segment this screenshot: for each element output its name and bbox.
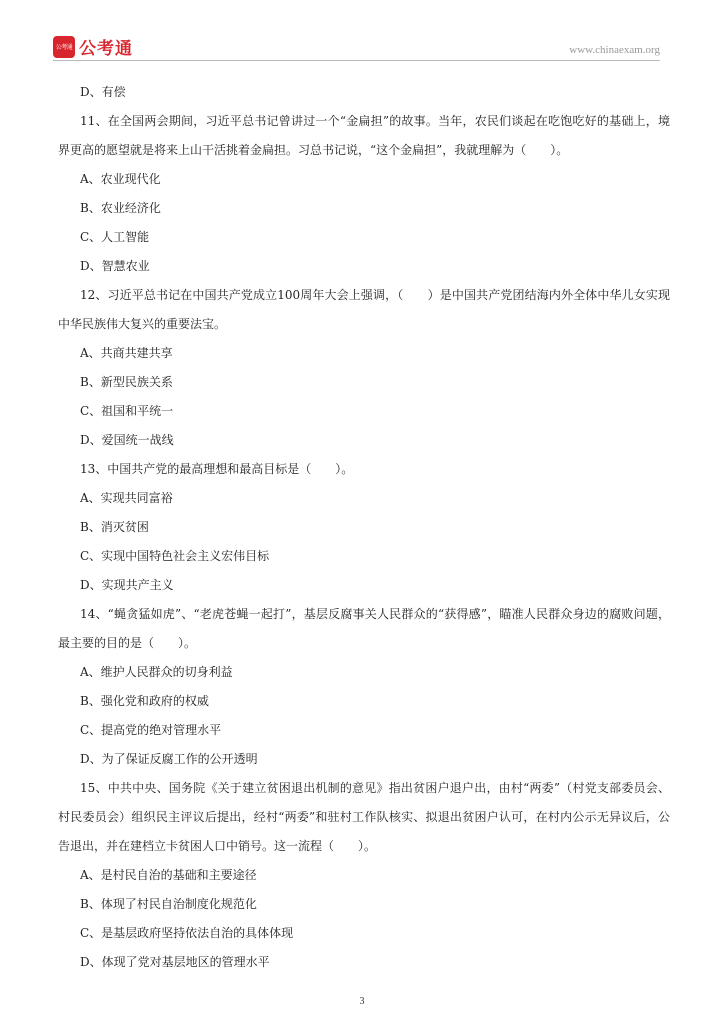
option-d-previous: D、有偿 xyxy=(80,85,126,99)
option-b: B、强化党和政府的权威 xyxy=(80,694,209,708)
option-c: C、人工智能 xyxy=(80,230,150,244)
site-url[interactable]: www.chinaexam.org xyxy=(569,44,660,56)
header-divider xyxy=(53,60,660,61)
question-15 xyxy=(58,774,670,977)
option-d: D、为了保证反腐工作的公开透明 xyxy=(80,752,258,766)
option-b: B、农业经济化 xyxy=(80,201,161,215)
question-stem: 12、习近平总书记在中国共产党成立100周年大会上强调，（ ）是中国共产党团结海内外全体中华儿女实现中华民族伟大复兴的重要法宝。 xyxy=(58,288,670,331)
option-a: A、农业现代化 xyxy=(80,172,161,186)
option-b: B、消灭贫困 xyxy=(80,520,149,534)
question-stem: 14、“蝇贪猛如虎”、“老虎苍蝇一起打”，基层反腐事关人民群众的“获得感”，瞄准人民群众身边的腐败问题，最主要的目的是（ ）。 xyxy=(58,607,670,650)
option-c: C、是基层政府坚持依法自治的具体体现 xyxy=(80,926,294,940)
logo-text: 公考通 xyxy=(79,39,133,59)
option-d: D、智慧农业 xyxy=(80,259,150,273)
question-stem: 15、中共中央、国务院《关于建立贫困退出机制的意见》指出贫困户退户出，由村“两委”（村党支部委员会、村民委员会）组织民主评议后提出，经村“两委”和驻村工作队核实、拟退出贫困户认可，在村内公示无异议后，公告退出，并在建档立卡贫困人口中销号。这一流程（ ）。 xyxy=(58,781,670,853)
option-d: D、爱国统一战线 xyxy=(80,433,174,447)
page-header xyxy=(0,0,724,62)
question-stem: 11、在全国两会期间，习近平总书记曾讲过一个“金扁担”的故事。当年，农民们谈起在吃饱吃好的基础上，境界更高的愿望就是将来上山干活挑着金扁担。习总书记说，“这个金扁担”，我就理解为（ ）。 xyxy=(58,114,670,157)
question-stem: 13、中国共产党的最高理想和最高目标是（ ）。 xyxy=(80,462,354,476)
option-a: A、共商共建共享 xyxy=(80,346,173,360)
question-14 xyxy=(58,600,670,774)
question-11 xyxy=(58,107,670,281)
option-b: B、体现了村民自治制度化规范化 xyxy=(80,897,257,911)
option-d: D、实现共产主义 xyxy=(80,578,174,592)
logo[interactable] xyxy=(53,34,133,59)
option-a: A、维护人民群众的切身利益 xyxy=(80,665,233,679)
page-number: 3 xyxy=(359,996,365,1007)
document-body xyxy=(58,78,670,977)
option-a: A、是村民自治的基础和主要途径 xyxy=(80,868,257,882)
question-13 xyxy=(58,455,670,600)
option-c: C、实现中国特色社会主义宏伟目标 xyxy=(80,549,270,563)
logo-badge-icon: 公考通 xyxy=(53,36,75,58)
question-12 xyxy=(58,281,670,455)
option-c: C、提高党的绝对管理水平 xyxy=(80,723,222,737)
option-c: C、祖国和平统一 xyxy=(80,404,174,418)
option-b: B、新型民族关系 xyxy=(80,375,173,389)
option-d: D、体现了党对基层地区的管理水平 xyxy=(80,955,270,969)
option-a: A、实现共同富裕 xyxy=(80,491,173,505)
